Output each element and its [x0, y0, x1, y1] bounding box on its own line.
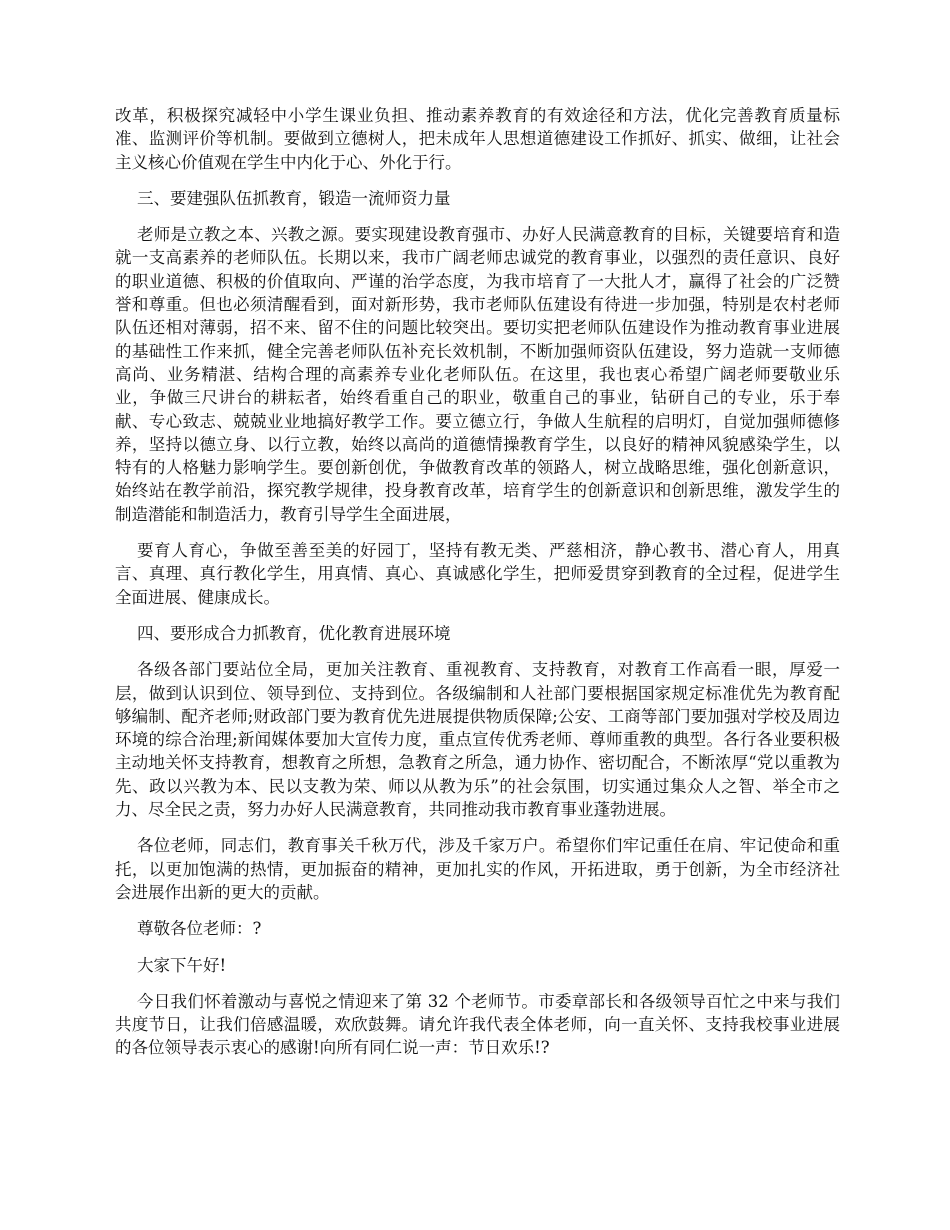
section-heading: 四、要形成合力抓教育，优化教育进展环境: [137, 623, 451, 643]
greeting: 大家下午好!: [137, 955, 227, 975]
paragraph: 今日我们怀着激动与喜悦之情迎来了第 32 个老师节。市委章部长和各级领导百忙之中来与我们共度节日，让我们倍感温暖，欢欣鼓舞。请允许我代表全体老师，向一直关怀、支持我校事业进展的各位领导表示衷心的感谢!向所有同仁说一声：节日欢乐!?: [115, 991, 840, 1058]
salutation: 尊敬各位老师：?: [137, 919, 262, 939]
document-page: [115, 104, 840, 1073]
paragraph: 老师是立教之本、兴教之源。要实现建设教育强市、办好人民满意教育的目标，关键要培育和造就一支高素养的老师队伍。长期以来，我市广阔老师忠诚党的教育事业，以强烈的责任意识、良好的职业道德、积极的价值取向、严谨的治学态度，为我市培育了一大批人才，赢得了社会的广泛赞誉和尊重。但也必须清醒看到，面对新形势，我市老师队伍建设有待进一步加强，特别是农村老师队伍还相对薄弱，招不来、留不住的问题比较突出。要切实把老师队伍建设作为推动教育事业进展的基础性工作来抓，健全完善老师队伍补充长效机制，不断加强师资队伍建设，努力造就一支师德高尚、业务精湛、结构合理的高素养专业化老师队伍。在这里，我也衷心希望广阔老师要敬业乐业，争做三尺讲台的耕耘者，始终看重自己的职业，敬重自己的事业，钻研自己的专业，乐于奉献、专心致志、兢兢业业地搞好教学工作。要立德立行，争做人生航程的启明灯，自觉加强师德修养，坚持以德立身、以行立教，始终以高尚的道德情操教育学生，以良好的精神风貌感染学生，以特有的人格魅力影响学生。要创新创优，争做教育改革的领路人，树立战略思维，强化创新意识，始终站在教学前沿，探究教学规律，投身教育改革，培育学生的创新意识和创新思维，激发学生的制造潜能和制造活力，教育引导学生全面进展，: [115, 225, 840, 524]
paragraph: 各位老师，同志们，教育事关千秋万代，涉及千家万户。希望你们牢记重任在肩、牢记使命和重托，以更加饱满的热情，更加振奋的精神，更加扎实的作风，开拓进取，勇于创新，为全市经济社会进展作出新的更大的贡献。: [115, 836, 840, 902]
paragraph: 要育人育心，争做至善至美的好园丁，坚持有教无类、严慈相济，静心教书、潜心育人，用真言、真理、真行教化学生，用真情、真心、真诚感化学生，把师爱贯穿到教育的全过程，促进学生全面进展、健康成长。: [115, 541, 840, 607]
section-heading: 三、要建强队伍抓教育，锻造一流师资力量: [137, 188, 451, 208]
paragraph: 各级各部门要站位全局，更加关注教育、重视教育、支持教育，对教育工作高看一眼，厚爱一层，做到认识到位、领导到位、支持到位。各级编制和人社部门要根据国家规定标准优先为教育配够编制、配齐老师;财政部门要为教育优先进展提供物质保障;公安、工商等部门要加强对学校及周边环境的综合治理;新闻媒体要加大宣传力度，重点宣传优秀老师、尊师重教的典型。各行各业要积极主动地关怀支持教育，想教育之所想，急教育之所急，通力协作、密切配合，不断浓厚“党以重教为先、政以兴教为本、民以支教为荣、师以从教为乐”的社会氛围，切实通过集众人之智、举全市之力、尽全民之责，努力办好人民满意教育，共同推动我市教育事业蓬勃进展。: [115, 660, 840, 820]
paragraph: 改革，积极探究减轻中小学生课业负担、推动素养教育的有效途径和方法，优化完善教育质量标准、监测评价等机制。要做到立德树人，把未成年人思想道德建设工作抓好、抓实、做细，让社会主义核心价值观在学生中内化于心、外化于行。: [115, 106, 840, 172]
